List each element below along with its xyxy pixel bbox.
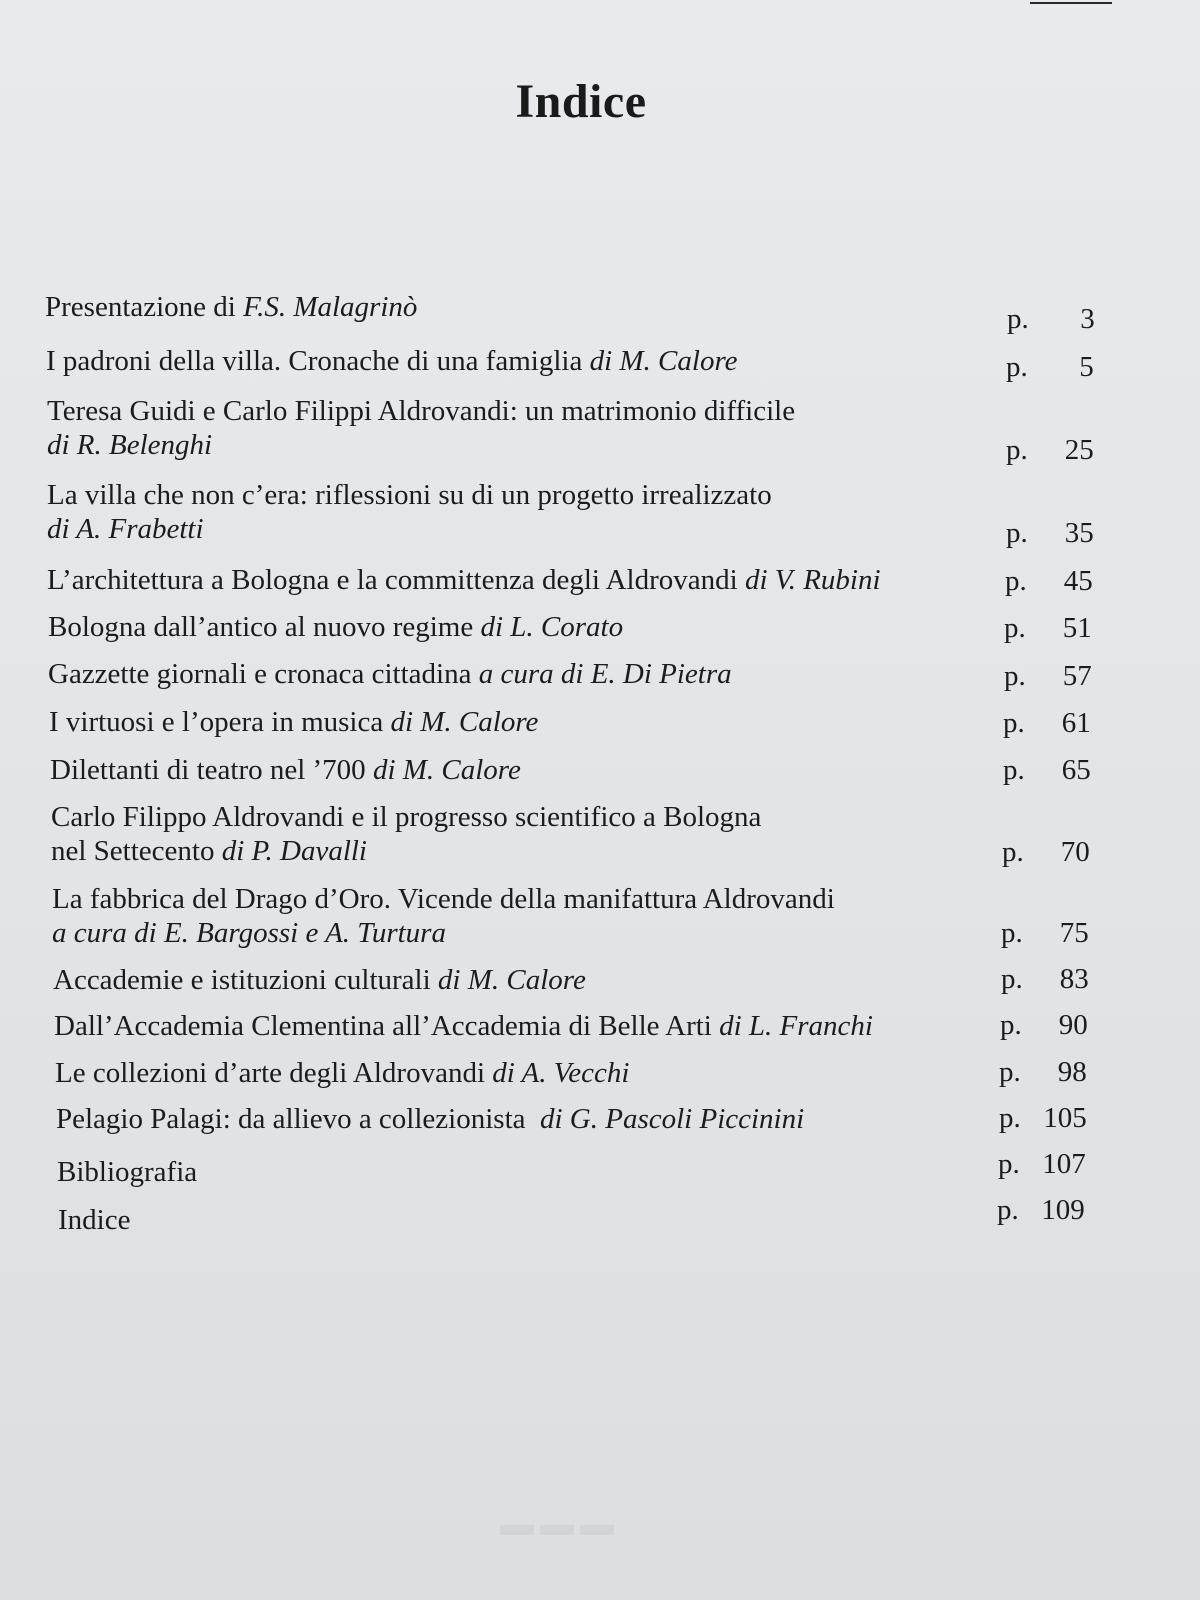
toc-page-number xyxy=(1006,433,1094,467)
toc-page-number xyxy=(997,1193,1085,1227)
toc-entry-gazzette xyxy=(48,657,732,691)
page-label: p. xyxy=(1002,836,1024,868)
page-number: 105 xyxy=(1043,1102,1087,1134)
page-label: p. xyxy=(1006,351,1028,383)
toc-page-number xyxy=(1003,753,1091,787)
page-number: 109 xyxy=(1041,1194,1085,1226)
entry-author: di M. Calore xyxy=(589,345,738,377)
entry-author: a cura di E. Di Pietra xyxy=(478,658,732,690)
entry-title: Pelagio Palagi: da allievo a collezionista xyxy=(56,1103,540,1135)
page-number: 61 xyxy=(1061,707,1091,739)
top-rule xyxy=(1030,2,1112,4)
entry-title: Accademie e istituzioni culturali xyxy=(53,964,438,996)
entry-author: di R. Belenghi xyxy=(47,429,213,461)
toc-page-number xyxy=(1001,962,1089,996)
entry-title: La fabbrica del Drago d’Oro. Vicende della manifattura Aldrovandi xyxy=(52,883,835,915)
page-label: p. xyxy=(1001,963,1023,995)
toc-page-number xyxy=(1002,835,1090,869)
page-number: 5 xyxy=(1079,351,1094,383)
entry-author: di P. Davalli xyxy=(221,835,367,867)
entry-title: Carlo Filippo Aldrovandi e il progresso scientifico a Bologna xyxy=(51,801,762,833)
page-number: 3 xyxy=(1080,303,1095,335)
page-label: p. xyxy=(998,1148,1020,1180)
entry-author: di L. Corato xyxy=(480,611,624,643)
toc-page-number xyxy=(1006,516,1094,550)
toc-entry-progresso xyxy=(51,800,761,868)
page-number: 75 xyxy=(1059,917,1089,949)
entry-title: Gazzette giornali e cronaca cittadina xyxy=(48,658,479,690)
page-number: 25 xyxy=(1064,434,1094,466)
toc-page-number xyxy=(1006,350,1094,384)
toc-entry-padroni xyxy=(46,344,738,378)
entry-author: di G. Pascoli Piccinini xyxy=(540,1103,805,1135)
toc-page-number xyxy=(1005,564,1093,598)
toc-entry-virtuosi xyxy=(49,705,538,739)
toc-page-number xyxy=(1004,659,1092,693)
page-label: p. xyxy=(1004,660,1026,692)
entry-title: Le collezioni d’arte degli Aldrovandi xyxy=(55,1057,493,1089)
page-label: p. xyxy=(1005,565,1027,597)
toc-entry-architettura xyxy=(47,563,881,597)
page-label: p. xyxy=(1001,917,1023,949)
entry-title: L’architettura a Bologna e la committenza degli Aldrovandi xyxy=(47,564,745,596)
toc-entry-accademie xyxy=(53,963,586,997)
page-label: p. xyxy=(999,1102,1021,1134)
toc-page-number xyxy=(1007,302,1095,336)
page-number: 57 xyxy=(1062,660,1092,692)
toc-entry-dilettanti xyxy=(50,753,521,787)
page-number: 45 xyxy=(1063,565,1093,597)
page-number: 35 xyxy=(1064,517,1094,549)
page-label: p. xyxy=(1004,612,1026,644)
entry-author: F.S. Malagrinò xyxy=(243,291,418,323)
page-number: 107 xyxy=(1042,1148,1086,1180)
toc-entry-fabbrica xyxy=(52,882,835,950)
toc-entry-collezioni xyxy=(55,1056,629,1090)
entry-author: a cura di E. Bargossi e A. Turtura xyxy=(52,917,446,949)
entry-title: Bologna dall’antico al nuovo regime xyxy=(48,611,481,643)
page-number: 70 xyxy=(1060,836,1090,868)
page-label: p. xyxy=(1003,707,1025,739)
entry-author: di M. Calore xyxy=(390,706,539,738)
toc-entry-palagi xyxy=(56,1102,804,1136)
entry-title-continued: nel Settecento xyxy=(51,835,222,867)
entry-author: di V. Rubini xyxy=(744,564,881,596)
page-label: p. xyxy=(1006,517,1028,549)
entry-title: La villa che non c’era: riflessioni su di un progetto irrealizzato xyxy=(47,479,772,511)
page-number: 51 xyxy=(1062,612,1092,644)
toc-entry-guidi xyxy=(47,394,795,462)
entry-title: Indice xyxy=(58,1204,131,1236)
entry-author: di A. Frabetti xyxy=(47,513,204,545)
toc-entry-bologna xyxy=(48,610,623,644)
entry-title: Presentazione di xyxy=(45,291,244,323)
toc-entry-indice xyxy=(58,1203,130,1237)
entry-title: I padroni della villa. Cronache di una famiglia xyxy=(46,345,590,377)
page-label: p. xyxy=(999,1056,1021,1088)
entry-title: Dall’Accademia Clementina all’Accademia di Belle Arti xyxy=(54,1010,720,1042)
page-number: 83 xyxy=(1059,963,1089,995)
toc-entry-villa xyxy=(47,478,772,546)
page-label: p. xyxy=(1007,303,1029,335)
page-number: 90 xyxy=(1058,1009,1088,1041)
toc-page-number xyxy=(1000,1008,1088,1042)
entry-author: di A. Vecchi xyxy=(492,1057,630,1089)
toc-page-number xyxy=(999,1101,1087,1135)
entry-title: Dilettanti di teatro nel ’700 xyxy=(50,754,373,786)
page-label: p. xyxy=(997,1194,1019,1226)
page-number: 98 xyxy=(1057,1056,1087,1088)
entry-author: di M. Calore xyxy=(437,964,586,996)
entry-author: di M. Calore xyxy=(372,754,521,786)
toc-entry-clementina xyxy=(54,1009,873,1043)
page-title: Indice xyxy=(515,75,647,129)
page-label: p. xyxy=(1000,1009,1022,1041)
toc-page-number xyxy=(1003,706,1091,740)
toc-entry-bibliografia xyxy=(57,1155,197,1189)
show-through-shadow: ▬▬▬ xyxy=(500,1505,620,1543)
entry-author: di L. Franchi xyxy=(719,1010,873,1042)
entry-title: Bibliografia xyxy=(57,1156,198,1188)
page-number: 65 xyxy=(1061,754,1091,786)
toc-page-number xyxy=(1004,611,1092,645)
toc-page-number xyxy=(1001,916,1089,950)
toc-page-number xyxy=(998,1147,1086,1181)
page-label: p. xyxy=(1003,754,1025,786)
toc-page-number xyxy=(999,1055,1087,1089)
entry-title: I virtuosi e l’opera in musica xyxy=(49,706,391,738)
entry-title: Teresa Guidi e Carlo Filippi Aldrovandi: un matrimonio difficile xyxy=(47,395,796,427)
page-label: p. xyxy=(1006,434,1028,466)
toc-entry-presentazione xyxy=(45,290,417,324)
